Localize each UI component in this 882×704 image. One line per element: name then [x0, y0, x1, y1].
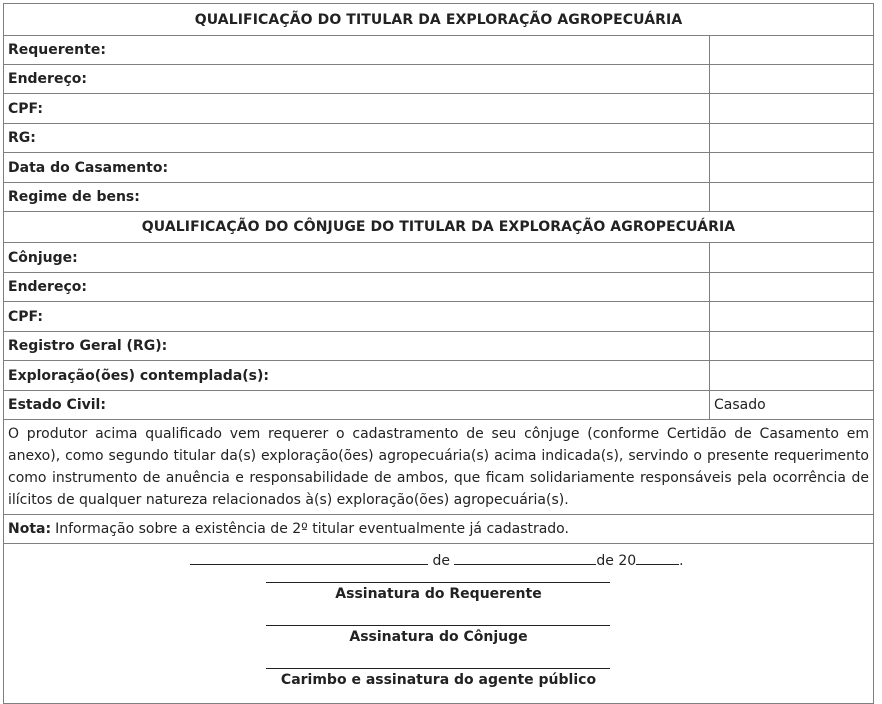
conjuge-section-heading [4, 211, 873, 242]
field-row-conjuge [4, 242, 873, 272]
rg-label: RG: [8, 130, 36, 146]
requerente-value[interactable] [709, 36, 873, 64]
city-blank[interactable] [190, 549, 428, 565]
field-row-regime-bens [4, 182, 873, 211]
signature-area [4, 543, 873, 703]
conjuge-endereco-value[interactable] [709, 273, 873, 301]
field-row-conjuge-endereco [4, 272, 873, 301]
agente-signature-label: Carimbo e assinatura do agente público [280, 672, 597, 688]
data-casamento-value[interactable] [709, 153, 873, 182]
conjuge-rg-label: Registro Geral (RG): [8, 338, 168, 354]
titular-section-heading [4, 4, 873, 35]
endereco-value[interactable] [709, 65, 873, 93]
conjuge-heading-text: QUALIFICAÇÃO DO CÔNJUGE DO TITULAR DA EXPLORAÇÃO AGROPECUÁRIA [141, 219, 736, 235]
nota-row [4, 514, 873, 543]
exploracoes-value[interactable] [709, 361, 873, 390]
date-de-2: de 20 [596, 553, 637, 569]
conjuge-signature-label: Assinatura do Cônjuge [349, 629, 528, 645]
field-row-rg [4, 123, 873, 152]
nota-text: Informação sobre a existência de 2º titular eventualmente já cadastrado. [55, 521, 569, 537]
rg-value[interactable] [709, 124, 873, 152]
date-end: . [679, 553, 684, 569]
conjuge-endereco-label: Endereço: [8, 279, 87, 295]
field-row-exploracoes [4, 360, 873, 390]
endereco-label: Endereço: [8, 71, 87, 87]
field-row-requerente [4, 35, 873, 64]
qualification-form [3, 3, 874, 704]
cpf-label: CPF: [8, 100, 43, 117]
conjuge-label: Cônjuge: [8, 249, 78, 266]
date-de-1: de [432, 553, 450, 569]
field-row-cpf [4, 93, 873, 123]
year-blank[interactable] [636, 549, 679, 565]
nota-label: Nota: [8, 521, 52, 537]
exploracoes-label: Exploração(ões) contemplada(s): [8, 367, 269, 384]
requerente-label: Requerente: [8, 42, 106, 58]
month-blank[interactable] [454, 549, 596, 565]
field-row-conjuge-cpf [4, 301, 873, 331]
requerente-signature-label: Assinatura do Requerente [335, 586, 542, 602]
cpf-value[interactable] [709, 94, 873, 123]
estado-civil-value[interactable]: Casado [709, 391, 873, 419]
field-row-data-casamento [4, 152, 873, 182]
declaration-paragraph: O produtor acima qualificado vem requerer o cadastramento de seu cônjuge (conforme Certidão de Casamento em anexo), como segundo titular da(s) exploração(ões) agropecuária(s) acima indicada(s), servindo o presente requerimento como instrumento de anuência e responsabilidade de ambos, que ficam solidariamente responsáveis pela ocorrência de ilícitos de qualquer natureza relacionados à(s) exploração(ões) agropecuária(s). [4, 419, 873, 514]
conjuge-cpf-label: CPF: [8, 308, 43, 325]
conjuge-cpf-value[interactable] [709, 302, 873, 331]
field-row-endereco [4, 64, 873, 93]
requerente-signature-line[interactable] [266, 582, 610, 583]
field-row-estado-civil [4, 390, 873, 419]
titular-heading-text: QUALIFICAÇÃO DO TITULAR DA EXPLORAÇÃO AGROPECUÁRIA [194, 11, 683, 28]
regime-bens-label: Regime de bens: [8, 189, 140, 205]
estado-civil-label: Estado Civil: [8, 397, 106, 413]
date-line [190, 549, 684, 569]
conjuge-rg-value[interactable] [709, 332, 873, 360]
data-casamento-label: Data do Casamento: [8, 159, 169, 176]
conjuge-value[interactable] [709, 243, 873, 272]
field-row-conjuge-rg [4, 331, 873, 360]
regime-bens-value[interactable] [709, 183, 873, 211]
agente-signature-line[interactable] [266, 668, 610, 669]
conjuge-signature-line[interactable] [266, 625, 610, 626]
